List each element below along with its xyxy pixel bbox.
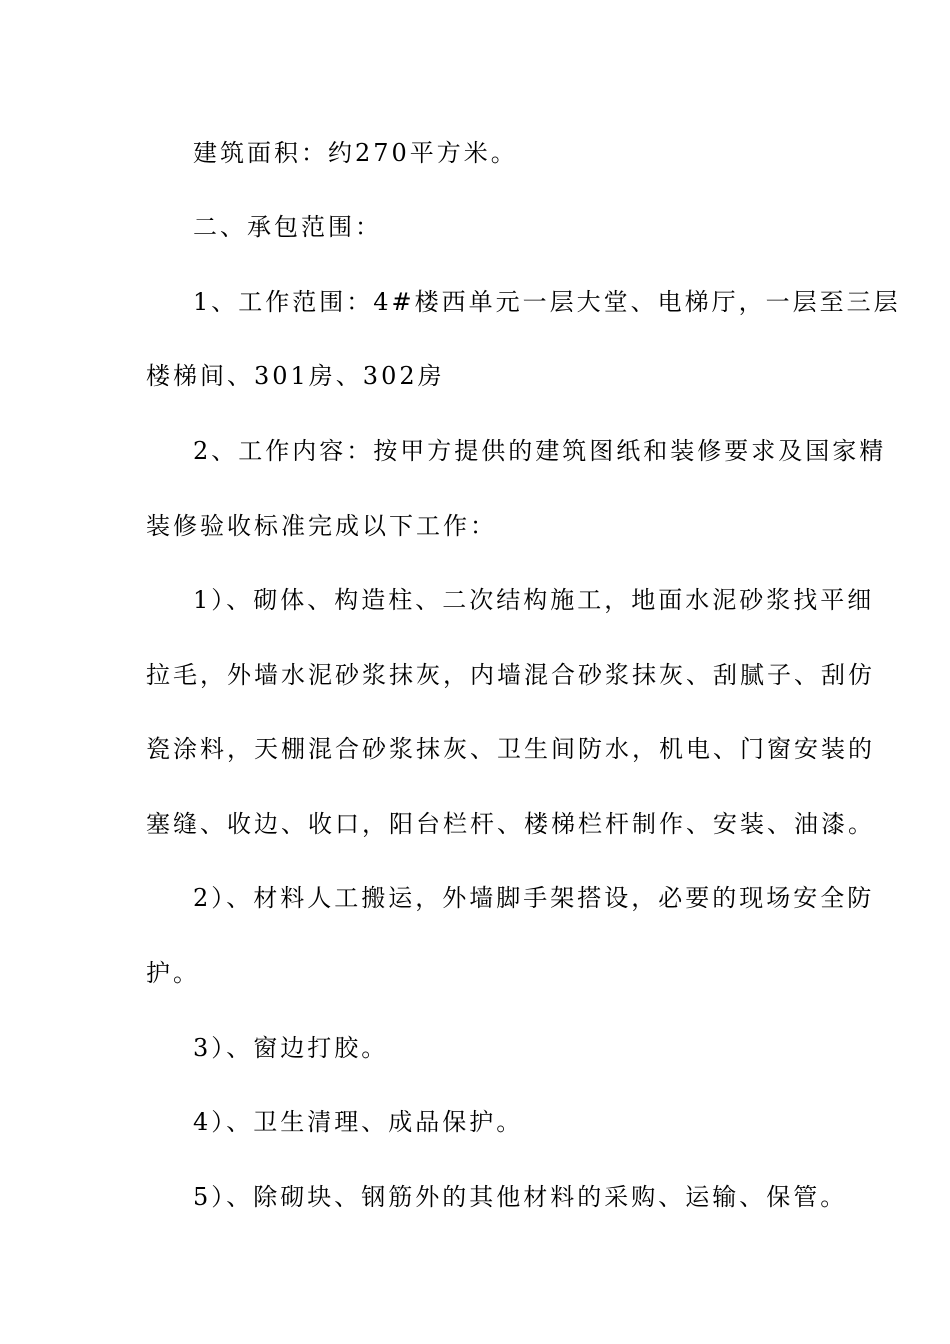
text-line-work-scope-cont: 楼梯间、301房、302房	[146, 362, 445, 390]
text-line-item-2-cont: 护。	[146, 959, 200, 987]
text-line-item-2: 2）、材料人工搬运，外墙脚手架搭设，必要的现场安全防	[193, 884, 875, 912]
text-line-item-1-cont-2: 瓷涂料，天棚混合砂浆抹灰、卫生间防水，机电、门窗安装的	[146, 735, 875, 763]
text-line-building-area: 建筑面积：约270平方米。	[193, 139, 518, 167]
text-line-item-1-cont-3: 塞缝、收边、收口，阳台栏杆、楼梯栏杆制作、安装、油漆。	[146, 810, 875, 838]
text-line-item-1: 1）、砌体、构造柱、二次结构施工，地面水泥砂浆找平细	[193, 586, 875, 614]
text-line-item-1-cont-1: 拉毛，外墙水泥砂浆抹灰，内墙混合砂浆抹灰、刮腻子、刮仿	[146, 661, 875, 689]
text-line-item-5: 5）、除砌块、钢筋外的其他材料的采购、运输、保管。	[193, 1183, 848, 1211]
text-line-work-content-cont: 装修验收标准完成以下工作：	[146, 512, 497, 540]
text-line-work-scope: 1、工作范围：4#楼西单元一层大堂、电梯厅，一层至三层	[193, 288, 901, 316]
text-line-work-content: 2、工作内容：按甲方提供的建筑图纸和装修要求及国家精	[193, 437, 887, 465]
text-line-item-3: 3）、窗边打胶。	[193, 1034, 389, 1062]
text-line-item-4: 4）、卫生清理、成品保护。	[193, 1108, 524, 1136]
text-line-scope-heading: 二、承包范围：	[193, 213, 382, 241]
